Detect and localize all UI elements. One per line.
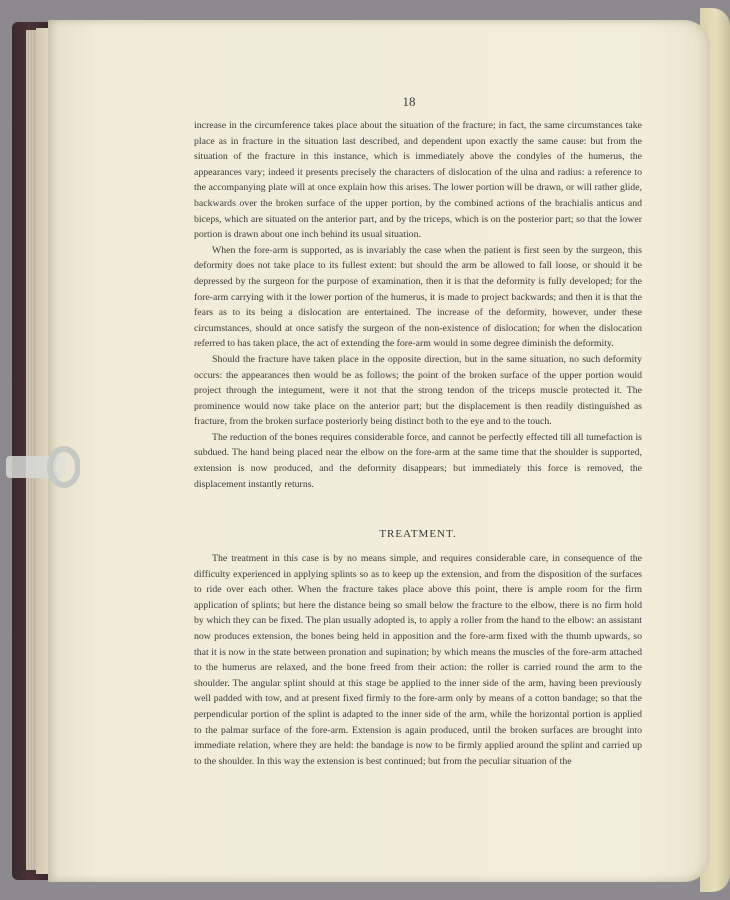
page-clip-icon xyxy=(6,442,80,492)
paragraph: increase in the circumference takes place about the situation of the fracture; in fact, the same circumstances take place as in fracture in the situation last described, and dependent upon exactly the same cause: but from the situation of the fracture in this instance, which is immediately above the condyles of the humerus, the appearances vary; indeed it presents precisely the characters of dislocation of the ulna and radius: a reference to the accompanying plate will at once explain how this arises. The lower portion will be drawn, or will rather glide, backwards over the broken surface of the upper portion, by the combined actions of the brachialis anticus and biceps, which are situated on the anterior part, and by the triceps, which is on the posterior part; so that the lower portion is drawn about one inch behind its usual situation. xyxy=(194,120,642,241)
page-number: 18 xyxy=(402,94,416,109)
body-text-bottom xyxy=(194,551,642,769)
body-text-top xyxy=(194,118,642,492)
section-heading: TREATMENT. xyxy=(379,528,457,540)
paragraph: The reduction of the bones requires considerable force, and cannot be perfectly effected till all tumefaction is subdued. The hand being placed near the elbow on the fore-arm at the same time that the shoulder is supported, extension is now produced, and the deformity disappears; but immediately this force is removed, the displacement instantly returns. xyxy=(194,431,642,490)
paragraph: Should the fracture have taken place in the opposite direction, but in the same situation, no such deformity occurs: the appearances then would be as follows; the point of the broken surface of the upper portion would project through the integument, were it not that the strong tendon of the triceps muscle protected it. The prominence would now take place on the anterior part; but the displacement is then readily distinguished as fracture, from the broken surface posteriorly being distinct both to the eye and to the touch. xyxy=(194,353,642,428)
paragraph: The treatment in this case is by no means simple, and requires considerable care, in consequence of the difficulty experienced in applying splints so as to keep up the extension, and from the disposition of the surfaces to ride over each other. When the fracture takes place above this point, there is ample room for the firm application of splints; but here the distance being so small below the fracture to the elbow, there is no firm hold by which they can be fixed. The plan usually adopted is, to apply a roller from the hand to the elbow: an assistant now produces extension, the bones being held in apposition and the fore-arm fixed with the thumb upwards, so that it is now in the state between pronation and supination; by which means the muscles of the fore-arm attached to the humerus are relaxed, and the bone freed from their action: the roller is carried round the arm to the shoulder. The angular splint should at this stage be applied to the inner side of the arm, having been previously well padded with tow, and at present fixed firmly to the fore-arm only by means of a cotton bandage; so that the perpendicular portion of the splint is adapted to the inner side of the arm, while the horizontal portion is applied to the palmar surface of the fore-arm. Extension is again produced, until the broken surfaces are brought into immediate relation, where they are held: the bandage is now to be firmly applied around the splint and carried up to the shoulder. In this way the extension is best continued; but from the peculiar situation of the xyxy=(194,553,642,767)
paragraph: When the fore-arm is supported, as is invariably the case when the patient is first seen by the surgeon, this deformity does not take place to its fullest extent: but should the arm be allowed to fall loose, or should it be depressed by the surgeon for the purpose of examination, then it is that the deformity is fully developed; for the fore-arm carrying with it the lower portion of the humerus, it is made to project backwards; and then it is that the fears as to its being a dislocation are entertained. The increase of the deformity, however, under these circumstances, should at once satisfy the surgeon of the non-existence of dislocation; for when the dislocation referred to has taken place, the act of extending the fore-arm would in some degree diminish the deformity. xyxy=(194,244,642,350)
